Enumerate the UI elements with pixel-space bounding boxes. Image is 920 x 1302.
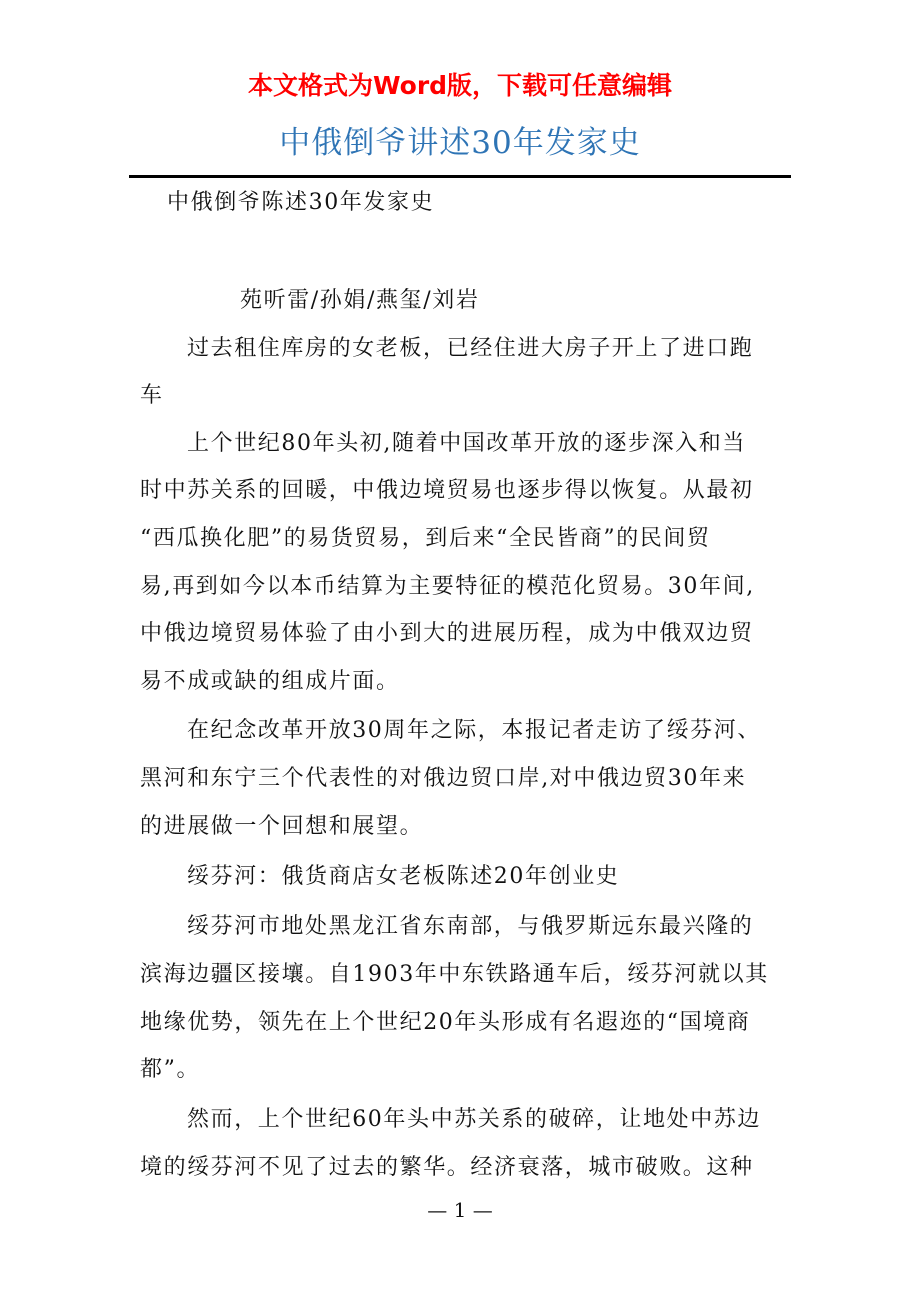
page-number: — 1 — [427, 1198, 493, 1222]
paragraph-line: 上个世纪80年头初,随着中国改革开放的逐步深入和当 [187, 431, 746, 456]
paragraph-line: 时中苏关系的回暖，中俄边境贸易也逐步得以恢复。从最初 [140, 478, 754, 503]
paragraph-line: “西瓜换化肥”的易货贸易，到后来“全民皆商”的民间贸 [140, 526, 711, 551]
paragraph-line: 车 [140, 383, 164, 408]
paragraph-line: 易,再到如今以本币结算为主要特征的模范化贸易。30年间, [140, 574, 755, 599]
paragraph-line: 滨海边疆区接壤。自1903年中东铁路通车后，绥芬河就以其 [140, 962, 769, 987]
paragraph-line: 易不成或缺的组成片面。 [140, 669, 400, 694]
section-heading: 绥芬河：俄货商店女老板陈述20年创业史 [187, 864, 620, 889]
paragraph-line: 绥芬河市地处黑龙江省东南部，与俄罗斯远东最兴隆的 [187, 914, 754, 939]
paragraph-line: 黑河和东宁三个代表性的对俄边贸口岸,对中俄边贸30年来 [140, 766, 747, 791]
paragraph-line: 的进展做一个回想和展望。 [140, 814, 424, 839]
document-title: 中俄倒爷讲述30年发家史 [279, 125, 641, 161]
title-divider [129, 175, 791, 178]
article-subtitle: 中俄倒爷陈述30年发家史 [167, 190, 435, 215]
paragraph-line: 都”。 [140, 1057, 201, 1082]
paragraph-line: 然而，上个世纪60年头中苏关系的破碎，让地处中苏边 [187, 1107, 761, 1132]
editable-format-banner: 本文格式为Word版，下载可任意编辑 [247, 71, 673, 100]
paragraph-line: 过去租住库房的女老板，已经住进大房子开上了进口跑 [187, 336, 754, 361]
paragraph-line: 在纪念改革开放30周年之际，本报记者走访了绥芬河、 [187, 718, 761, 743]
paragraph-line: 境的绥芬河不见了过去的繁华。经济衰落，城市破败。这种 [140, 1155, 754, 1180]
paragraph-line: 中俄边境贸易体验了由小到大的进展历程，成为中俄双边贸 [140, 621, 754, 646]
paragraph-line: 地缘优势，领先在上个世纪20年头形成有名遐迩的“国境商 [140, 1010, 751, 1035]
article-byline: 苑听雷/孙娟/燕玺/刘岩 [240, 288, 480, 313]
